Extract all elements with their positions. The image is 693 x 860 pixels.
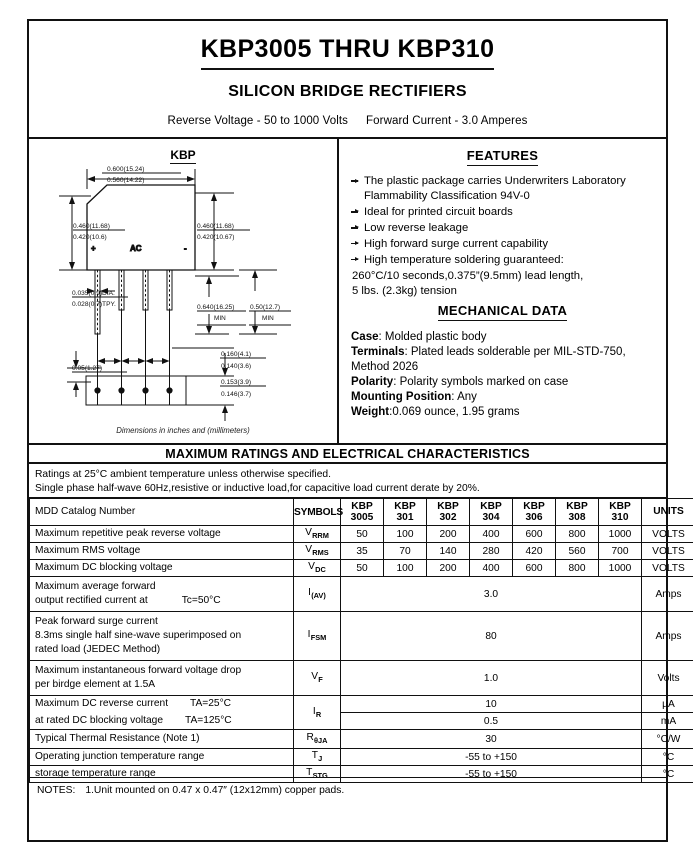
package-name-label: KBP — [170, 148, 196, 162]
col-header-units: UNITS — [642, 499, 693, 526]
cell-value: 50 — [341, 560, 384, 577]
feature-continuation-line2: 5 lbs. (2.3kg) tension — [352, 285, 457, 298]
cell-units: mA — [642, 713, 693, 730]
row-label: Maximum DC reverse current TA=25°C — [30, 696, 294, 713]
features-list — [339, 174, 666, 267]
dim-width-bot: 0.560(14.22) — [107, 177, 145, 184]
list-item — [351, 253, 656, 268]
cell-value: 3.0 — [341, 577, 642, 612]
svg-text:+: + — [91, 244, 96, 253]
row-label — [30, 661, 294, 696]
cell-units: µA — [642, 696, 693, 713]
cell-units: VOLTS — [642, 526, 693, 543]
page-title: KBP3005 THRU KBP310 — [201, 37, 495, 70]
cell-value: 1000 — [599, 526, 642, 543]
mech-label: Polarity — [351, 375, 394, 388]
col-header-part-4: KBP 306 — [513, 499, 556, 526]
mechanical-heading: MECHANICAL DATA — [339, 303, 666, 318]
cell-value: 200 — [427, 560, 470, 577]
table-row — [30, 749, 693, 766]
cell-value: 400 — [470, 560, 513, 577]
middle-section — [29, 139, 666, 445]
dim-lead-dia-top: 0.035(0.9)DIA. — [72, 290, 115, 297]
dim-pitch-top: 0.160(4.1) — [221, 351, 252, 358]
row-label: Maximum DC blocking voltage — [30, 560, 294, 577]
table-row — [30, 560, 693, 577]
feature-continuation-line1: 260°C/10 seconds,0.375”(9.5mm) lead length, — [352, 270, 584, 283]
package-drawing-panel — [29, 139, 339, 443]
cell-value: 280 — [470, 543, 513, 560]
cell-value: 420 — [513, 543, 556, 560]
row-symbol: $V_F$ — [294, 661, 341, 696]
cell-value: 10 — [341, 696, 642, 713]
dim-lead-length2-min: MIN — [262, 315, 274, 322]
dim-width-top: 0.600(15.24) — [107, 166, 145, 173]
row-label-line3: rated load (JEDEC Method) — [35, 644, 161, 656]
mech-row — [351, 360, 656, 375]
notes-text: 1.Unit mounted on 0.47 x 0.47″ (12x12mm) copper pads. — [85, 785, 345, 796]
feature-text: High forward surge current capability — [364, 237, 548, 250]
cell-value: 50 — [341, 526, 384, 543]
mech-label: Weight — [351, 405, 390, 418]
mech-row: Weight:0.069 ounce, 1.95 grams — [351, 405, 520, 418]
features-section — [339, 148, 666, 299]
row-label-line2: per birdge element at 1.5A — [35, 679, 156, 690]
row-label: Maximum RMS voltage — [30, 543, 294, 560]
col-header-part-5: KBP 308 — [556, 499, 599, 526]
row-symbol: $R_{\theta JA}$ — [294, 730, 341, 749]
notes-section — [29, 777, 666, 840]
cell-value: 800 — [556, 526, 599, 543]
dim-lead-dia-bot: 0.028(0.7)TPY. — [72, 301, 116, 308]
svg-text:-: - — [184, 244, 187, 253]
col-header-catalog: MDD Catalog Number — [30, 499, 294, 526]
mech-row: Mounting Position: Any — [351, 390, 477, 403]
feature-text: Low reverse leakage — [364, 221, 469, 234]
cell-value: -55 to +150 — [341, 749, 642, 766]
mechanical-list — [339, 330, 666, 420]
dim-offset: 0.05(1.27) — [72, 365, 103, 372]
cell-value: 560 — [556, 543, 599, 560]
table-row — [30, 696, 693, 713]
row-label: Maximum repetitive peak reverse voltage — [30, 526, 294, 543]
dim-lead-length2: 0.50(12.7) — [250, 304, 281, 311]
mech-row: Terminals: Plated leads solderable per MIL-STD-750, — [351, 345, 626, 358]
notes-label: NOTES: — [37, 785, 76, 796]
row-symbol: $I_{(AV)}$ — [294, 577, 341, 612]
cell-value: 100 — [384, 526, 427, 543]
row-label-line2: output rectified current at Tc=50°C — [35, 595, 221, 606]
dim-height-right-top: 0.460(11.68) — [197, 223, 234, 230]
col-header-part-3: KBP 304 — [470, 499, 513, 526]
row-label: storage temperature range — [30, 766, 294, 783]
mech-label: Terminals — [351, 345, 405, 358]
cell-value: 1.0 — [341, 661, 642, 696]
list-item — [351, 205, 656, 220]
row-symbol: $I_{FSM}$ — [294, 612, 341, 661]
cell-value: 70 — [384, 543, 427, 560]
arrow-bullet-icon — [351, 225, 360, 230]
mech-row: Polarity: Polarity symbols marked on case — [351, 375, 569, 388]
row-label — [30, 612, 294, 661]
feature-text: Ideal for printed circuit boards — [364, 205, 513, 218]
cell-value: 600 — [513, 560, 556, 577]
cell-value: 800 — [556, 560, 599, 577]
dim-lead-length-min: MIN — [214, 315, 226, 322]
conditions-line-1: Ratings at 25°C ambient temperature unless otherwise specified. — [35, 469, 332, 480]
mech-row: Case: Molded plastic body — [351, 331, 487, 343]
row-label-line1: Peak forward surge current — [35, 615, 158, 627]
col-header-part-0: KBP 3005 — [341, 499, 384, 526]
cell-units: VOLTS — [642, 543, 693, 560]
cell-units: Amps — [642, 612, 693, 661]
cell-value: 400 — [470, 526, 513, 543]
document-header — [29, 21, 666, 139]
svg-text:AC: AC — [130, 244, 142, 253]
cell-value: 35 — [341, 543, 384, 560]
cell-value: 1000 — [599, 560, 642, 577]
row-label-line2: 8.3ms single half sine-wave superimposed on — [35, 629, 242, 641]
row-symbol: $T_J$ — [294, 749, 341, 766]
table-header-row — [30, 499, 693, 526]
table-row — [30, 543, 693, 560]
cell-value: 700 — [599, 543, 642, 560]
arrow-bullet-icon — [351, 257, 360, 262]
cell-units: Amps — [642, 577, 693, 612]
col-header-part-2: KBP 302 — [427, 499, 470, 526]
cell-value: 200 — [427, 526, 470, 543]
row-symbol: $V_{RMS}$ — [294, 543, 341, 560]
mech-value: Plated leads solderable per MIL-STD-750, — [410, 345, 626, 358]
table-row — [30, 612, 693, 661]
table-row — [30, 526, 693, 543]
forward-current-spec: Forward Current - 3.0 Amperes — [366, 115, 528, 127]
arrow-bullet-icon — [351, 179, 360, 184]
cell-value: 100 — [384, 560, 427, 577]
feature-text: High temperature soldering guaranteed: — [364, 253, 564, 266]
cell-value: 30 — [341, 730, 642, 749]
dim-lead-length: 0.640(16.25) — [197, 304, 235, 311]
cell-value: 600 — [513, 526, 556, 543]
page-subtitle: SILICON BRIDGE RECTIFIERS — [228, 83, 467, 100]
dim-thick-bot: 0.146(3.7) — [221, 391, 252, 398]
cell-value: 0.5 — [341, 713, 642, 730]
dim-pitch-bot: 0.140(3.6) — [221, 363, 252, 370]
mech-label: Mounting Position — [351, 390, 452, 403]
table-row — [30, 713, 693, 730]
feature-continuation — [339, 269, 666, 299]
row-label: Typical Thermal Resistance (Note 1) — [30, 730, 294, 749]
cell-value: 80 — [341, 612, 642, 661]
row-symbol: $I_R$ — [294, 696, 341, 730]
header-tagline — [168, 115, 528, 127]
dim-height-right-bot: 0.420(10.67) — [197, 234, 235, 241]
list-item — [351, 174, 656, 204]
row-symbol: $V_{RRM}$ — [294, 526, 341, 543]
mechanical-data-section — [339, 303, 666, 420]
row-label-line1: Maximum average forward — [35, 580, 156, 592]
cell-units: Volts — [642, 661, 693, 696]
cell-units: °C — [642, 749, 693, 766]
col-header-part-6: KBP 310 — [599, 499, 642, 526]
mech-value: Method 2026 — [351, 360, 419, 373]
ratings-banner: MAXIMUM RATINGS AND ELECTRICAL CHARACTERISTICS — [29, 445, 666, 464]
mech-value: Molded plastic body — [384, 331, 487, 343]
list-item — [351, 237, 656, 252]
arrow-bullet-icon — [351, 241, 360, 246]
reverse-voltage-spec: Reverse Voltage - 50 to 1000 Volts — [167, 115, 349, 127]
cell-units: VOLTS — [642, 560, 693, 577]
mech-value: Polarity symbols marked on case — [399, 375, 569, 388]
features-heading: FEATURES — [339, 148, 666, 163]
table-row — [30, 661, 693, 696]
cell-value: 140 — [427, 543, 470, 560]
row-symbol: $T_{STG}$ — [294, 766, 341, 783]
arrow-bullet-icon — [351, 209, 360, 214]
drawing-footnote: Dimensions in inches and (millimeters) — [116, 426, 250, 435]
list-item — [351, 221, 656, 236]
row-symbol: $V_{DC}$ — [294, 560, 341, 577]
row-label — [30, 577, 294, 612]
mech-label: Case — [351, 331, 379, 343]
dim-height-left-top: 0.460(11.68) — [73, 223, 110, 230]
row-label: at rated DC blocking voltage TA=125°C — [30, 713, 294, 730]
mech-value: 0.069 ounce, 1.95 grams — [392, 405, 520, 418]
conditions-line-2: Single phase half-wave 60Hz,resistive or inductive load,for capacitive load current derate by 20%. — [35, 482, 480, 494]
row-label: Operating junction temperature range — [30, 749, 294, 766]
specs-panel — [339, 139, 666, 443]
package-outline-drawing — [29, 139, 339, 445]
col-header-symbols: SYMBOLS — [294, 499, 341, 526]
dim-thick-top: 0.153(3.9) — [221, 379, 252, 386]
ratings-conditions — [29, 464, 666, 498]
table-row — [30, 730, 693, 749]
dim-height-left-bot: 0.420(10.6) — [73, 234, 107, 241]
mech-value: Any — [457, 390, 477, 403]
col-header-part-1: KBP 301 — [384, 499, 427, 526]
ratings-table — [29, 498, 693, 783]
feature-text: The plastic package carries Underwriters Laboratory Flammability Classification 94V-0 — [364, 175, 626, 202]
cell-units: °C/W — [642, 730, 693, 749]
table-row — [30, 577, 693, 612]
row-label-line1: Maximum instantaneous forward voltage drop — [35, 664, 242, 676]
cell-units: °C — [642, 766, 693, 783]
cell-value: -55 to +150 — [341, 766, 642, 783]
